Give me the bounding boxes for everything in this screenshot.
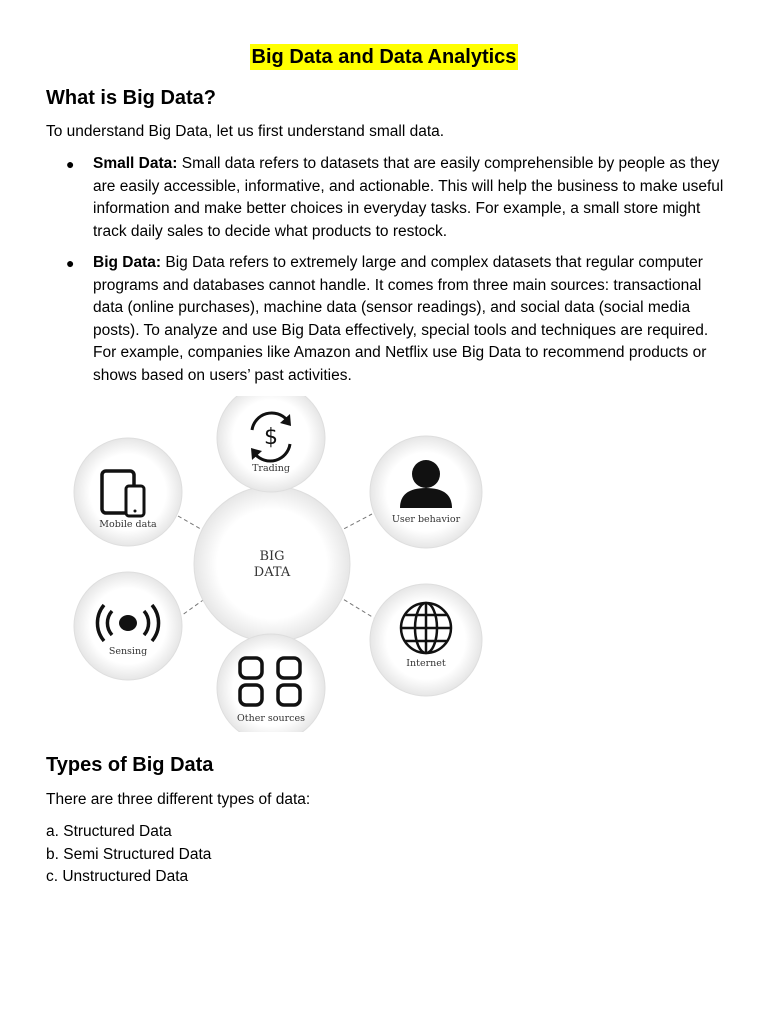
bullet-text xyxy=(93,252,733,387)
type-item-structured: a. Structured Data xyxy=(46,823,172,840)
bullet-term: Small Data: xyxy=(93,155,178,172)
section-heading-what-is-big-data: What is Big Data? xyxy=(46,87,217,109)
bullet-dot-icon: ● xyxy=(66,156,75,172)
node-sensing xyxy=(74,572,182,680)
bullet-dot-icon: ● xyxy=(66,255,75,271)
bullet-term: Big Data: xyxy=(93,254,162,271)
node-other-sources xyxy=(217,634,325,732)
type-item-unstructured: c. Unstructured Data xyxy=(46,868,189,885)
node-internet xyxy=(370,584,482,696)
bullet-text xyxy=(93,153,733,243)
globe-icon xyxy=(401,603,451,653)
node-mobile-data xyxy=(74,438,182,546)
section-intro: To understand Big Data, let us first understand small data. xyxy=(46,123,445,140)
node-label-other-sources: Other sources xyxy=(237,713,305,724)
bullet-body: Small data refers to datasets that are easily comprehensible by people as they are easily accessible, informative, and actionable. This will help the business to make useful information and make better choices in everyday tasks. For example, a small store might track daily sales to decide what products to restock. xyxy=(93,155,724,240)
bullet-body: Big Data refers to extremely large and complex datasets that regular computer programs and databases cannot handle. It comes from three main sources: transactional data (online purchases), machine data (sensor readings), and social data (social media posts). To analyze and use Big Data effectively, special tools and techniques are required. For example, companies like Amazon and Netflix use Big Data to recommend products or shows based on users’ past activities. xyxy=(93,254,709,384)
section-heading-types-of-big-data: Types of Big Data xyxy=(46,754,214,776)
document-title: Big Data and Data Analytics xyxy=(251,46,517,68)
center-label-line1: BIG xyxy=(259,549,285,564)
node-label-trading: Trading xyxy=(252,463,290,474)
diagram-svg xyxy=(68,396,488,732)
node-label-internet: Internet xyxy=(406,658,446,669)
node-label-mobile-data: Mobile data xyxy=(99,519,157,530)
svg-text:$: $ xyxy=(264,425,278,450)
node-trading xyxy=(217,396,325,492)
type-item-semi-structured: b. Semi Structured Data xyxy=(46,846,212,863)
center-label-line2: DATA xyxy=(253,565,291,580)
node-label-sensing: Sensing xyxy=(108,646,148,657)
title-container xyxy=(0,44,768,70)
big-data-sources-diagram xyxy=(68,396,488,732)
node-user-behavior xyxy=(370,436,482,548)
diagram-center-node xyxy=(194,486,350,642)
node-label-user-behavior: User behavior xyxy=(391,514,461,525)
section2-intro: There are three different types of data: xyxy=(46,791,311,808)
